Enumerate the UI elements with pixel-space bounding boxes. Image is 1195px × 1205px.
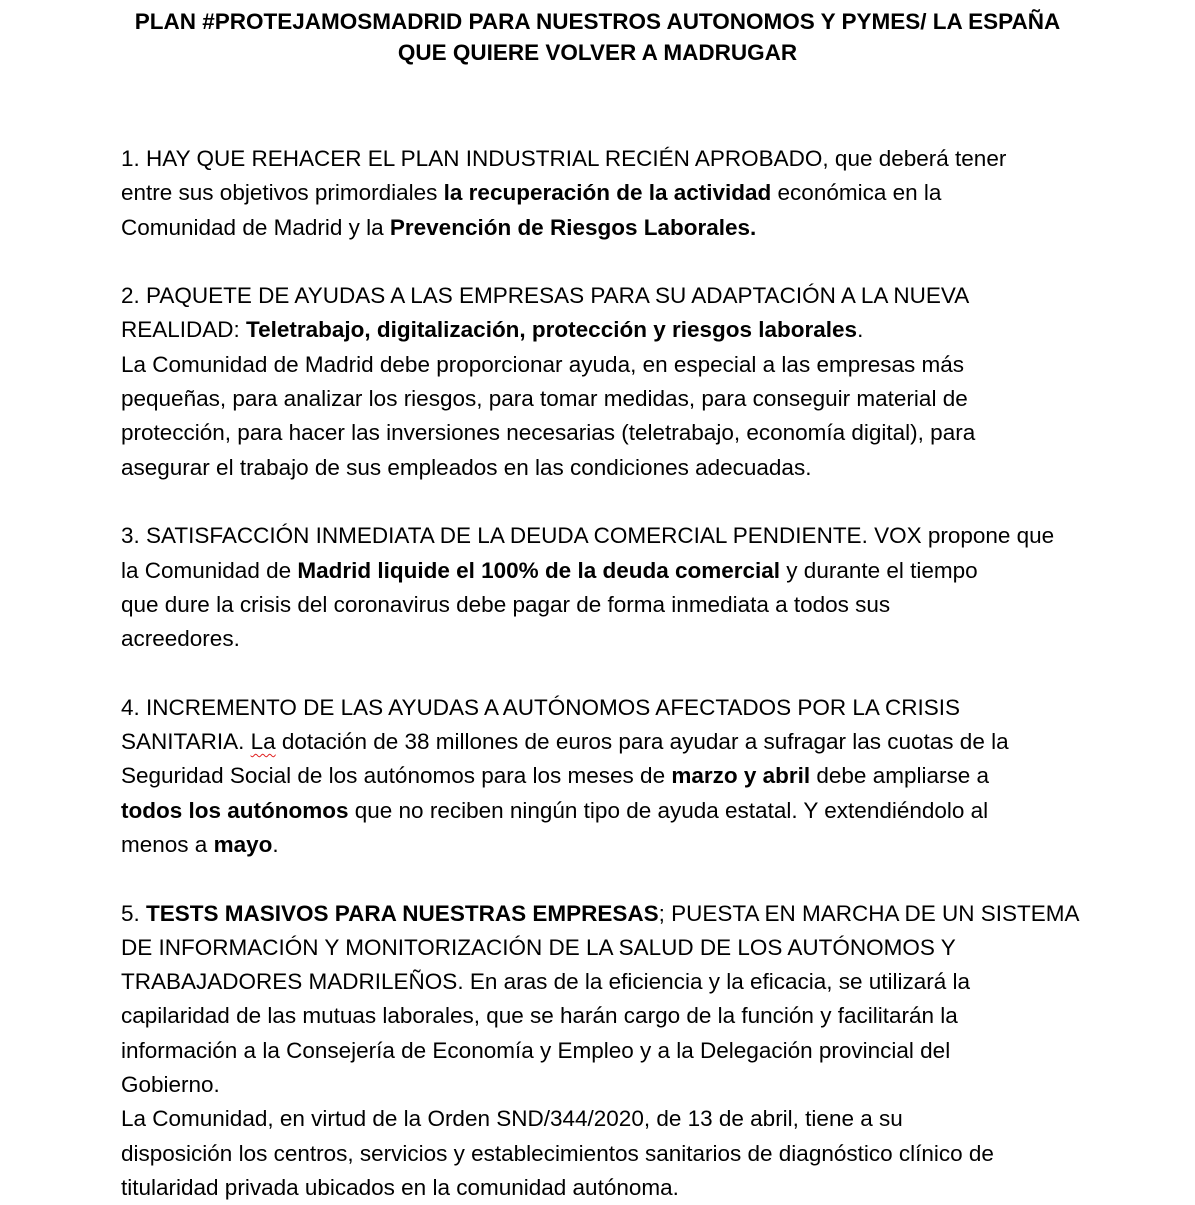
text-line: 5. TESTS MASIVOS PARA NUESTRAS EMPRESAS; PUESTA EN MARCHA DE UN SISTEMA	[121, 900, 1080, 926]
text-line: todos los autónomos que no reciben ningún tipo de ayuda estatal. Y extendiéndolo al	[121, 797, 989, 823]
text-line: pequeñas, para analizar los riesgos, para tomar medidas, para conseguir material de	[121, 386, 968, 412]
text-line: información a la Consejería de Economía y Empleo y a la Delegación provincial del	[121, 1037, 951, 1063]
text-line: protección, para hacer las inversiones necesarias (teletrabajo, economía digital), para	[121, 420, 976, 446]
text-line: la Comunidad de Madrid liquide el 100% de la deuda comercial y durante el tiempo	[121, 557, 978, 583]
text-line: TRABAJADORES MADRILEÑOS. En aras de la eficiencia y la eficacia, se utilizará la	[121, 969, 971, 995]
text-line: SANITARIA. La dotación de 38 millones de euros para ayudar a sufragar las cuotas de la	[121, 729, 1009, 755]
paragraph-gap	[121, 245, 1181, 279]
point-5	[121, 897, 1181, 1205]
text-line: 2. PAQUETE DE AYUDAS A LAS EMPRESAS PARA SU ADAPTACIÓN A LA NUEVA	[121, 283, 970, 309]
bold-phrase: Madrid liquide el 100% de la deuda comercial	[297, 557, 781, 583]
text-line: La Comunidad, en virtud de la Orden SND/344/2020, de 13 de abril, tiene a su	[121, 1106, 903, 1132]
text-line: titularidad privada ubicados en la comunidad autónoma.	[121, 1174, 679, 1200]
spellcheck-flag: La	[250, 729, 276, 755]
point-4	[121, 691, 1181, 862]
text-line: capilaridad de las mutuas laborales, que se harán cargo de la función y facilitarán la	[121, 1003, 958, 1029]
text-line: disposición los centros, servicios y establecimientos sanitarios de diagnóstico clínico de	[121, 1140, 994, 1166]
text-line: 3. SATISFACCIÓN INMEDIATA DE LA DEUDA COMERCIAL PENDIENTE. VOX propone que	[121, 523, 1055, 549]
text-line: Gobierno.	[121, 1072, 220, 1098]
paragraph-gap	[121, 485, 1181, 519]
text-line: REALIDAD: Teletrabajo, digitalización, protección y riesgos laborales.	[121, 317, 864, 343]
document-body	[121, 142, 1181, 1205]
bold-phrase: marzo y abril	[671, 763, 811, 789]
title-line-1: PLAN #PROTEJAMOSMADRID PARA NUESTROS AUTONOMOS Y PYMES/ LA ESPAÑA	[134, 9, 1061, 34]
text-line: La Comunidad de Madrid debe proporcionar ayuda, en especial a las empresas más	[121, 351, 964, 377]
text-line: entre sus objetivos primordiales la recuperación de la actividad económica en la	[121, 180, 942, 206]
bold-phrase: Teletrabajo, digitalización, protección y riesgos laborales	[246, 317, 858, 343]
point-1	[121, 142, 1181, 245]
bold-phrase: mayo	[213, 831, 273, 857]
text-line: 4. INCREMENTO DE LAS AYUDAS A AUTÓNOMOS AFECTADOS POR LA CRISIS	[121, 694, 960, 720]
text-line: asegurar el trabajo de sus empleados en las condiciones adecuadas.	[121, 454, 812, 480]
text-line: 1. HAY QUE REHACER EL PLAN INDUSTRIAL RECIÉN APROBADO, que deberá tener	[121, 146, 1007, 171]
document-title	[60, 6, 1135, 68]
text-line: que dure la crisis del coronavirus debe pagar de forma inmediata a todos sus	[121, 591, 891, 617]
bold-phrase: Prevención de Riesgos Laborales.	[389, 214, 757, 240]
paragraph-gap	[121, 862, 1181, 896]
text-line: Comunidad de Madrid y la Prevención de Riesgos Laborales.	[121, 214, 757, 240]
text-line: menos a mayo.	[121, 831, 279, 857]
bold-phrase: la recuperación de la actividad	[443, 180, 772, 206]
bold-phrase: TESTS MASIVOS PARA NUESTRAS EMPRESAS	[146, 900, 659, 926]
text-line: Seguridad Social de los autónomos para los meses de marzo y abril debe ampliarse a	[121, 763, 989, 789]
bold-phrase: todos los autónomos	[121, 797, 349, 823]
point-3	[121, 519, 1181, 656]
text-line: acreedores.	[121, 626, 240, 652]
text-line: DE INFORMACIÓN Y MONITORIZACIÓN DE LA SALUD DE LOS AUTÓNOMOS Y	[121, 934, 956, 960]
point-2	[121, 279, 1181, 485]
title-line-2: QUE QUIERE VOLVER A MADRUGAR	[397, 40, 798, 65]
paragraph-gap	[121, 656, 1181, 690]
